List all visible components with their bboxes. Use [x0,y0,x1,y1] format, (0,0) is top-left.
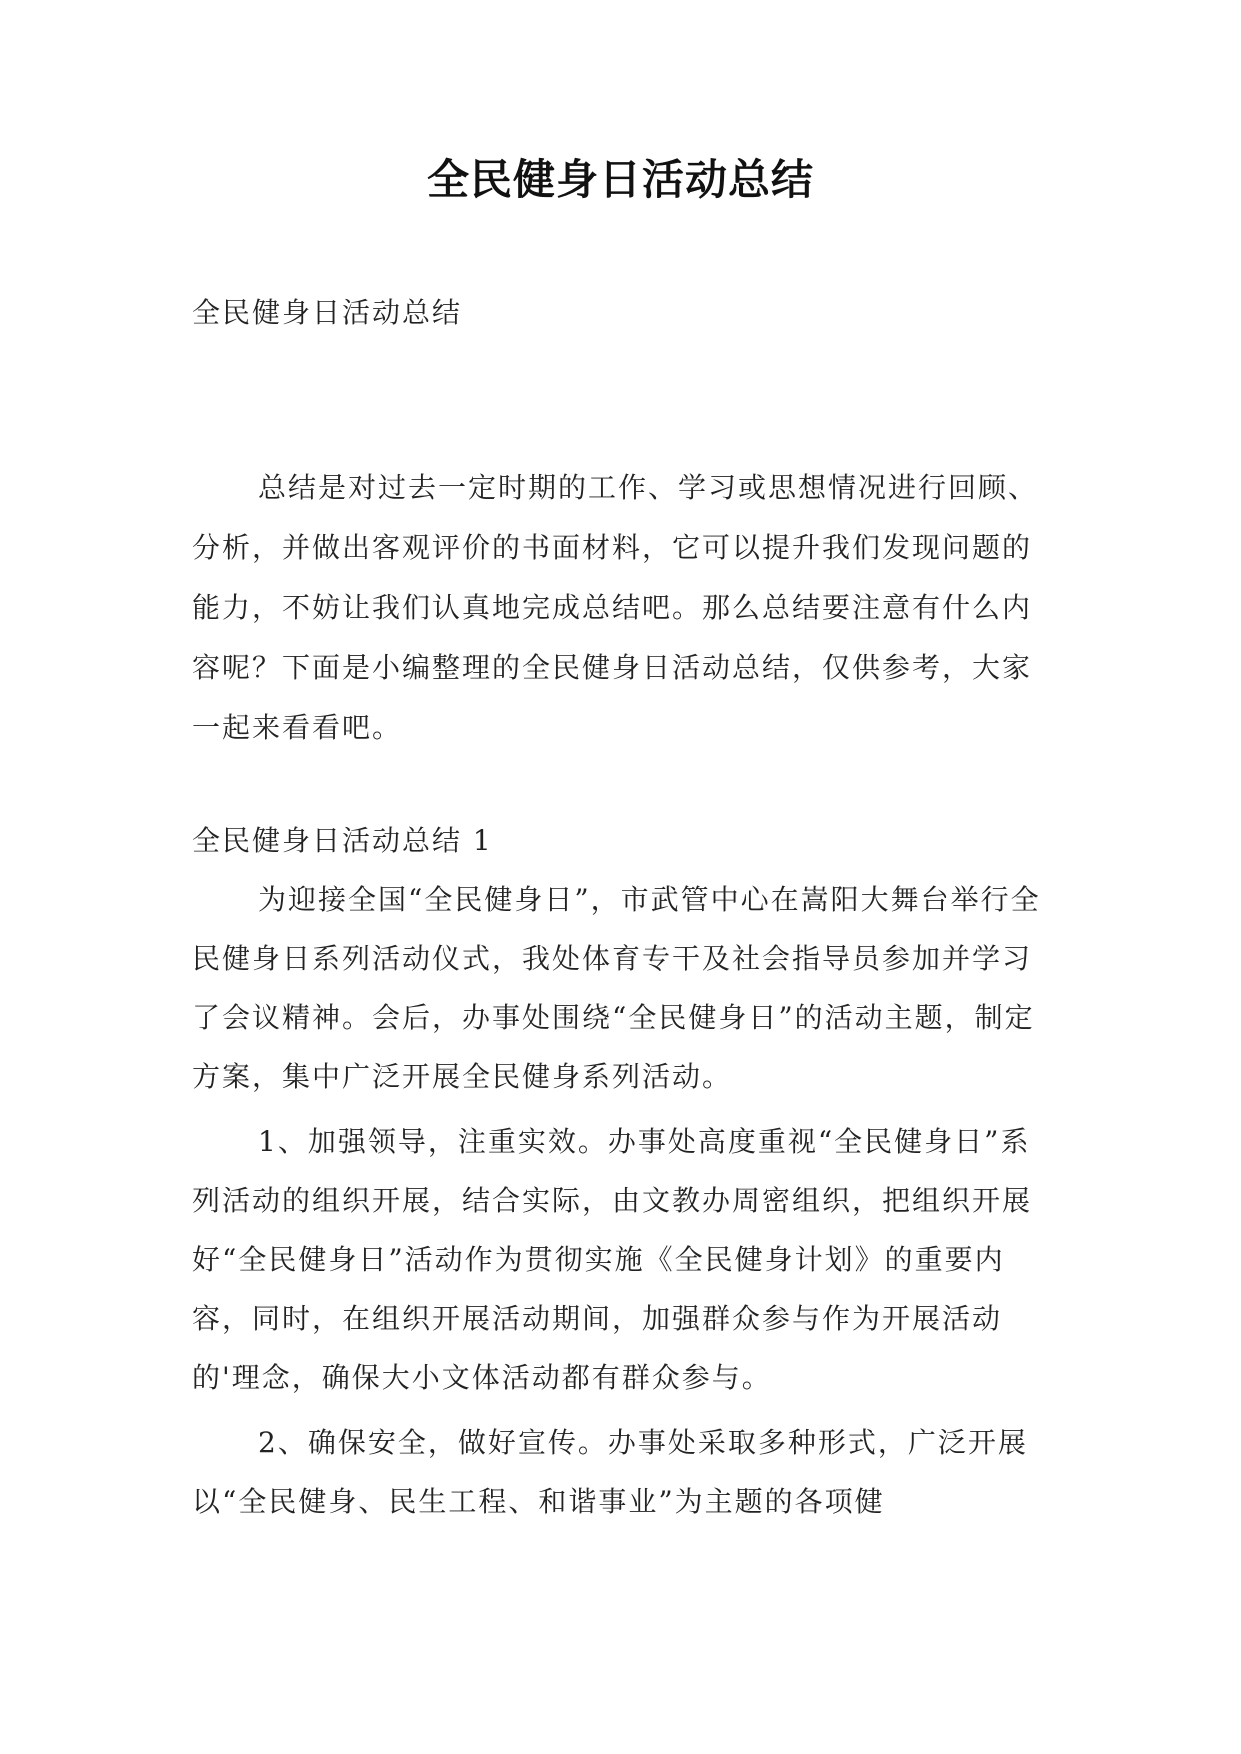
section-body [192,870,1052,1537]
section-paragraph: 为迎接全国“全民健身日”，市武管中心在嵩阳大舞台举行全民健身日系列活动仪式，我处体育专干及社会指导员参加并学习了会议精神。会后，办事处围绕“全民健身日”的活动主题，制定方案，集中广泛开展全民健身系列活动。 [192,883,1041,1093]
section-paragraph: 2、确保安全，做好宣传。办事处采取多种形式，广泛开展以“全民健身、民生工程、和谐事业”为主题的各项健 [192,1426,1028,1518]
document-title: 全民健身日活动总结 [426,155,814,204]
section-heading: 全民健身日活动总结 1 [192,824,493,857]
section-paragraph: 1、加强领导，注重实效。办事处高度重视“全民健身日”系列活动的组织开展，结合实际，由文教办周密组织，把组织开展好“全民健身日”活动作为贯彻实施《全民健身计划》的重要内容，同时，在组织开展活动期间，加强群众参与作为开展活动的'理念，确保大小文体活动都有群众参与。 [192,1125,1033,1394]
intro-paragraph: 总结是对过去一定时期的工作、学习或思想情况进行回顾、分析，并做出客观评价的书面材料，它可以提升我们发现问题的能力，不妨让我们认真地完成总结吧。那么总结要注意有什么内容呢？下面是小编整理的全民健身日活动总结，仅供参考，大家一起来看看吧。 [192,471,1039,744]
document-subtitle: 全民健身日活动总结 [192,296,463,329]
